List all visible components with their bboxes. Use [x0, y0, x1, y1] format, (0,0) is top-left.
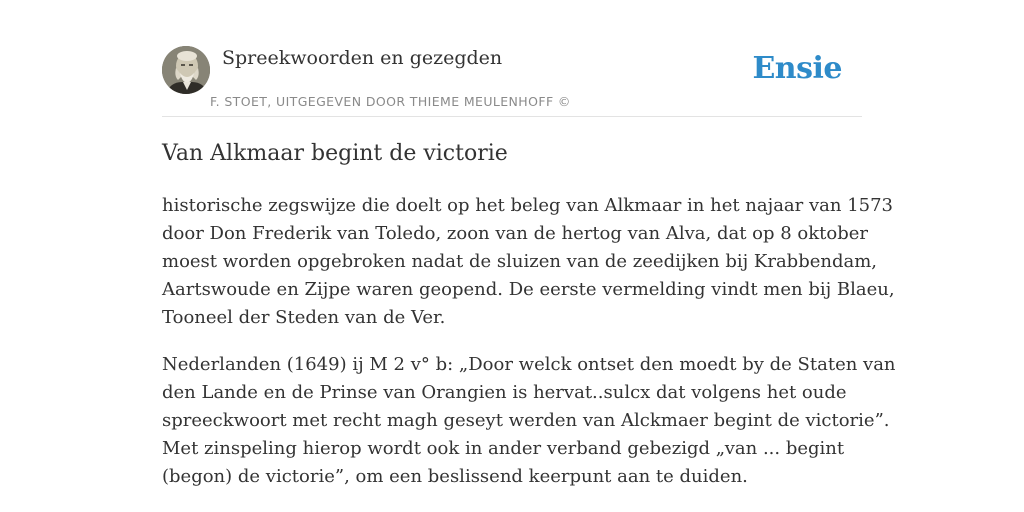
source-title[interactable]: Spreekwoorden en gezegden — [222, 47, 503, 69]
paragraph-line: den Lande en de Prinse van Orangien is hervat..sulcx dat volgens het oude — [162, 382, 847, 403]
entry-paragraph-2 — [162, 351, 896, 491]
entry-card — [162, 0, 896, 512]
source-credit: F. STOET, UITGEGEVEN DOOR THIEME MEULENHOFF © — [210, 94, 571, 109]
paragraph-line: (begon) de victorie”, om een beslissend keerpunt aan te duiden. — [162, 466, 748, 487]
entry-title: Van Alkmaar begint de victorie — [162, 141, 508, 166]
paragraph-line: moest worden opgebroken nadat de sluizen van de zeedijken bij Krabbendam, — [162, 251, 878, 272]
entry-paragraph-1 — [162, 192, 895, 332]
author-portrait-icon — [162, 46, 210, 94]
paragraph-line: historische zegswijze die doelt op het beleg van Alkmaar in het najaar van 1573 — [162, 195, 894, 216]
paragraph-line: spreeckwoort met recht magh geseyt werden van Alckmaer begint de victorie”. — [162, 410, 890, 431]
paragraph-line: Tooneel der Steden van de Ver. — [162, 307, 446, 328]
paragraph-line: Nederlanden (1649) ij M 2 v° b: „Door welck ontset den moedt by de Staten van — [162, 354, 896, 375]
paragraph-line: Aartswoude en Zijpe waren geopend. De eerste vermelding vindt men bij Blaeu, — [162, 279, 895, 300]
paragraph-line: Met zinspeling hierop wordt ook in ander verband gebezigd „van ... begint — [162, 438, 845, 459]
paragraph-line: door Don Frederik van Toledo, zoon van de hertog van Alva, dat op 8 oktober — [162, 223, 869, 244]
source-header — [162, 46, 862, 117]
ensie-logo-link[interactable]: Ensie — [752, 51, 842, 86]
